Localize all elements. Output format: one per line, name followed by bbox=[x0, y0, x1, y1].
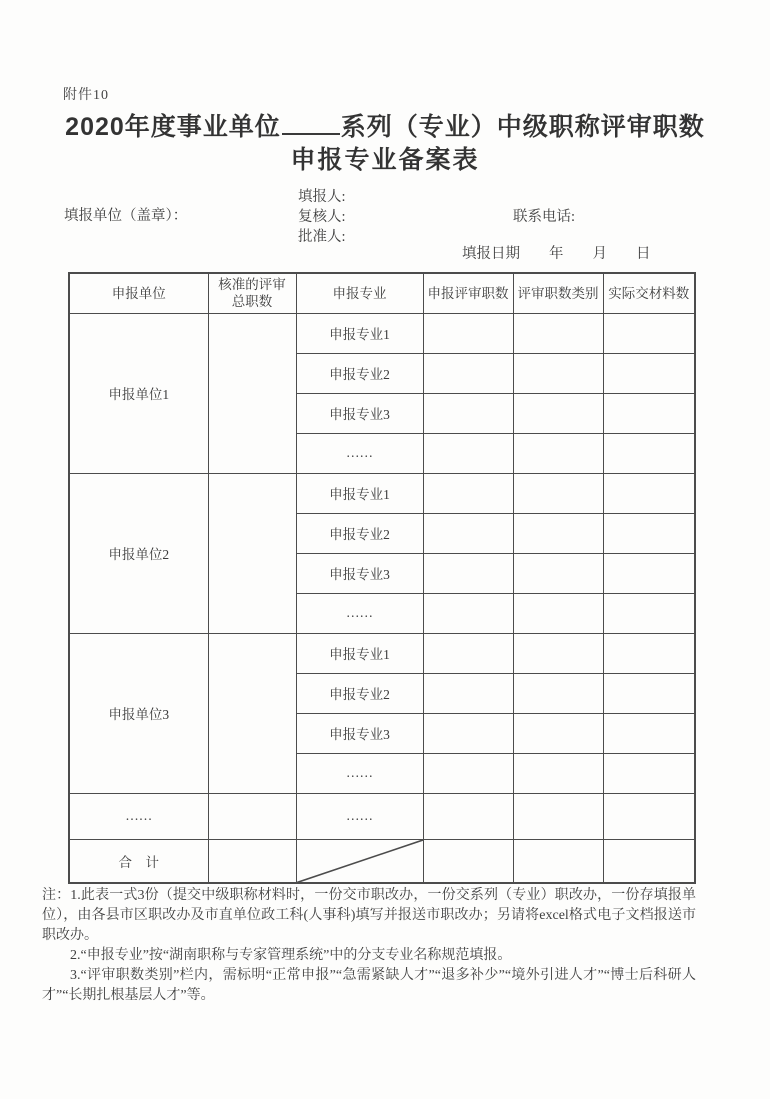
header-approved-total bbox=[208, 273, 296, 313]
empty-cell bbox=[423, 433, 513, 473]
quota-filing-table bbox=[68, 272, 696, 884]
title-blank-underline bbox=[282, 117, 340, 135]
major-cell: 申报专业1 bbox=[296, 473, 423, 513]
fill-date-line: 填报日期 年 月 日 bbox=[462, 246, 651, 262]
unit-name-cell: …… bbox=[69, 793, 208, 839]
reporting-unit-label: 填报单位（盖章）： bbox=[64, 208, 188, 224]
header-quota-category: 评审职数类别 bbox=[513, 273, 603, 313]
empty-cell bbox=[423, 393, 513, 433]
major-cell: …… bbox=[296, 433, 423, 473]
approver-label: 批准人: bbox=[298, 229, 346, 245]
header-approved-total-line2: 总职数 bbox=[231, 294, 273, 310]
table-row bbox=[69, 313, 695, 353]
empty-cell bbox=[513, 473, 603, 513]
empty-cell bbox=[423, 633, 513, 673]
empty-cell bbox=[423, 553, 513, 593]
empty-cell bbox=[423, 673, 513, 713]
contact-phone-label: 联系电话: bbox=[513, 209, 576, 225]
major-cell: …… bbox=[296, 593, 423, 633]
empty-cell bbox=[513, 353, 603, 393]
empty-cell bbox=[513, 433, 603, 473]
empty-cell bbox=[603, 793, 695, 839]
diagonal-line bbox=[297, 840, 423, 883]
empty-cell bbox=[603, 593, 695, 633]
approved-total-cell bbox=[208, 313, 296, 473]
title-suffix: 系列（专业）中级职称评审职数 bbox=[340, 113, 705, 141]
header-approved-total-line1: 核准的评审 bbox=[218, 277, 286, 293]
ellipsis-row bbox=[69, 793, 695, 839]
empty-cell bbox=[423, 473, 513, 513]
major-cell: 申报专业2 bbox=[296, 353, 423, 393]
major-cell: …… bbox=[296, 793, 423, 839]
empty-cell bbox=[603, 839, 695, 883]
empty-cell bbox=[603, 393, 695, 433]
header-declared-quota: 申报评审职数 bbox=[423, 273, 513, 313]
approved-total-cell bbox=[208, 633, 296, 793]
footnote-1: 注：1.此表一式3份（提交中级职称材料时，一份交市职改办，一份交系列（专业）职改办，一份存填报单位），由各县市区职改办及市直单位政工科(人事科)填写并报送市职改办；另请将excel格式电子文档报送市职改办。 bbox=[42, 888, 696, 943]
empty-cell bbox=[423, 713, 513, 753]
table-header-row bbox=[69, 273, 695, 313]
reviewer-label: 复核人: bbox=[298, 209, 346, 225]
empty-cell bbox=[513, 713, 603, 753]
empty-cell bbox=[423, 753, 513, 793]
major-cell: 申报专业2 bbox=[296, 513, 423, 553]
major-cell: 申报专业2 bbox=[296, 673, 423, 713]
empty-cell bbox=[603, 673, 695, 713]
empty-cell bbox=[513, 513, 603, 553]
empty-cell bbox=[603, 753, 695, 793]
major-cell: 申报专业3 bbox=[296, 553, 423, 593]
empty-cell bbox=[423, 313, 513, 353]
footnote-2: 2.“申报专业”按“湖南职称与专家管理系统”中的分支专业名称规范填报。 bbox=[70, 948, 512, 963]
empty-cell bbox=[513, 593, 603, 633]
header-major: 申报专业 bbox=[296, 273, 423, 313]
total-label-cell: 合 计 bbox=[69, 839, 208, 883]
table-row bbox=[69, 633, 695, 673]
empty-cell bbox=[513, 753, 603, 793]
empty-cell bbox=[603, 433, 695, 473]
empty-cell bbox=[513, 839, 603, 883]
unit-name-cell: 申报单位2 bbox=[69, 473, 208, 633]
major-cell: 申报专业1 bbox=[296, 633, 423, 673]
attachment-label: 附件10 bbox=[63, 88, 109, 103]
title-prefix: 2020年度事业单位 bbox=[65, 113, 281, 141]
total-row bbox=[69, 839, 695, 883]
table-row bbox=[69, 473, 695, 513]
empty-cell bbox=[208, 793, 296, 839]
unit-name-cell: 申报单位3 bbox=[69, 633, 208, 793]
unit-name-cell: 申报单位1 bbox=[69, 313, 208, 473]
empty-cell bbox=[513, 633, 603, 673]
empty-cell bbox=[423, 839, 513, 883]
form-title-line2: 申报专业备案表 bbox=[290, 146, 480, 174]
header-unit: 申报单位 bbox=[69, 273, 208, 313]
empty-cell bbox=[513, 393, 603, 433]
diagonal-slash-cell bbox=[296, 839, 423, 883]
empty-cell bbox=[603, 473, 695, 513]
form-title-line1 bbox=[0, 110, 770, 144]
empty-cell bbox=[603, 553, 695, 593]
empty-cell bbox=[513, 793, 603, 839]
major-cell: 申报专业3 bbox=[296, 713, 423, 753]
empty-cell bbox=[208, 839, 296, 883]
footnote-3: 3.“评审职数类别”栏内，需标明“正常申报”“急需紧缺人才”“退多补少”“境外引进人才”“博士后科研人才”“长期扎根基层人才”等。 bbox=[42, 968, 696, 1003]
empty-cell bbox=[603, 633, 695, 673]
footnotes bbox=[42, 886, 696, 1006]
empty-cell bbox=[423, 793, 513, 839]
header-materials-count: 实际交材料数 bbox=[603, 273, 695, 313]
empty-cell bbox=[603, 353, 695, 393]
empty-cell bbox=[603, 713, 695, 753]
empty-cell bbox=[423, 353, 513, 393]
filler-label: 填报人: bbox=[298, 189, 346, 205]
form-title bbox=[0, 110, 770, 176]
empty-cell bbox=[513, 313, 603, 353]
empty-cell bbox=[603, 313, 695, 353]
major-cell: 申报专业3 bbox=[296, 393, 423, 433]
approved-total-cell bbox=[208, 473, 296, 633]
empty-cell bbox=[513, 553, 603, 593]
major-cell: …… bbox=[296, 753, 423, 793]
empty-cell bbox=[423, 593, 513, 633]
major-cell: 申报专业1 bbox=[296, 313, 423, 353]
empty-cell bbox=[423, 513, 513, 553]
empty-cell bbox=[513, 673, 603, 713]
empty-cell bbox=[603, 513, 695, 553]
